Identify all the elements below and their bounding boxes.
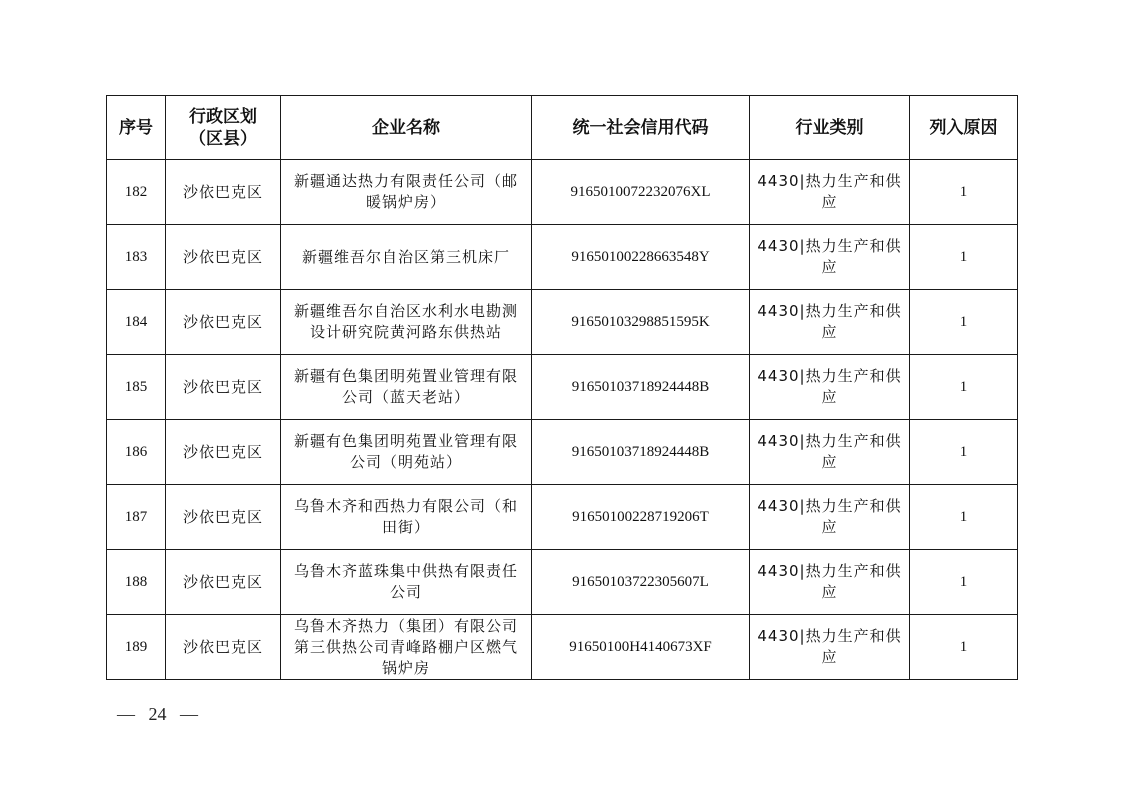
cell-district: 沙依巴克区 xyxy=(166,615,281,680)
cell-code: 91650103722305607L xyxy=(532,550,750,615)
cell-seq: 184 xyxy=(107,290,166,355)
cell-district: 沙依巴克区 xyxy=(166,355,281,420)
cell-reason: 1 xyxy=(910,225,1018,290)
cell-code: 91650103718924448B xyxy=(532,355,750,420)
cell-reason: 1 xyxy=(910,615,1018,680)
cell-name: 新疆维吾尔自治区水利水电勘测设计研究院黄河路东供热站 xyxy=(281,290,532,355)
cell-seq: 187 xyxy=(107,485,166,550)
table-row xyxy=(107,615,1018,680)
header-code: 统一社会信用代码 xyxy=(532,96,750,160)
table-row xyxy=(107,550,1018,615)
cell-industry: 4430|热力生产和供应 xyxy=(750,225,910,290)
header-district-line2: （区县） xyxy=(189,128,257,149)
cell-industry: 4430|热力生产和供应 xyxy=(750,615,910,680)
cell-name: 乌鲁木齐蓝珠集中供热有限责任公司 xyxy=(281,550,532,615)
header-district xyxy=(166,96,281,160)
cell-reason: 1 xyxy=(910,160,1018,225)
header-industry: 行业类别 xyxy=(750,96,910,160)
cell-reason: 1 xyxy=(910,290,1018,355)
cell-reason: 1 xyxy=(910,550,1018,615)
cell-name: 新疆维吾尔自治区第三机床厂 xyxy=(281,225,532,290)
table-row xyxy=(107,225,1018,290)
cell-code: 9165010072232076XL xyxy=(532,160,750,225)
header-seq: 序号 xyxy=(107,96,166,160)
cell-industry: 4430|热力生产和供应 xyxy=(750,160,910,225)
cell-name: 新疆有色集团明苑置业管理有限公司（蓝天老站） xyxy=(281,355,532,420)
cell-name: 新疆通达热力有限责任公司（邮暖锅炉房） xyxy=(281,160,532,225)
header-district-line1: 行政区划 xyxy=(189,106,257,127)
header-name: 企业名称 xyxy=(281,96,532,160)
cell-seq: 186 xyxy=(107,420,166,485)
table-row xyxy=(107,160,1018,225)
cell-code: 91650100H4140673XF xyxy=(532,615,750,680)
table-header-row xyxy=(107,96,1018,160)
cell-industry: 4430|热力生产和供应 xyxy=(750,420,910,485)
cell-seq: 189 xyxy=(107,615,166,680)
page-number: — 24 — xyxy=(117,704,198,724)
cell-industry: 4430|热力生产和供应 xyxy=(750,550,910,615)
cell-code: 91650103298851595K xyxy=(532,290,750,355)
table-row xyxy=(107,420,1018,485)
cell-reason: 1 xyxy=(910,420,1018,485)
cell-seq: 188 xyxy=(107,550,166,615)
enterprise-table xyxy=(106,95,1018,680)
cell-reason: 1 xyxy=(910,355,1018,420)
cell-industry: 4430|热力生产和供应 xyxy=(750,485,910,550)
cell-district: 沙依巴克区 xyxy=(166,160,281,225)
cell-code: 91650103718924448B xyxy=(532,420,750,485)
cell-seq: 182 xyxy=(107,160,166,225)
table-row xyxy=(107,290,1018,355)
cell-seq: 185 xyxy=(107,355,166,420)
table-row xyxy=(107,485,1018,550)
cell-district: 沙依巴克区 xyxy=(166,550,281,615)
cell-district: 沙依巴克区 xyxy=(166,420,281,485)
table-row xyxy=(107,355,1018,420)
cell-seq: 183 xyxy=(107,225,166,290)
cell-code: 91650100228663548Y xyxy=(532,225,750,290)
cell-industry: 4430|热力生产和供应 xyxy=(750,355,910,420)
cell-code: 91650100228719206T xyxy=(532,485,750,550)
cell-district: 沙依巴克区 xyxy=(166,290,281,355)
cell-industry: 4430|热力生产和供应 xyxy=(750,290,910,355)
cell-name: 乌鲁木齐热力（集团）有限公司第三供热公司青峰路棚户区燃气锅炉房 xyxy=(281,615,532,680)
cell-district: 沙依巴克区 xyxy=(166,485,281,550)
cell-district: 沙依巴克区 xyxy=(166,225,281,290)
header-reason: 列入原因 xyxy=(910,96,1018,160)
cell-reason: 1 xyxy=(910,485,1018,550)
cell-name: 乌鲁木齐和西热力有限公司（和田街） xyxy=(281,485,532,550)
cell-name: 新疆有色集团明苑置业管理有限公司（明苑站） xyxy=(281,420,532,485)
